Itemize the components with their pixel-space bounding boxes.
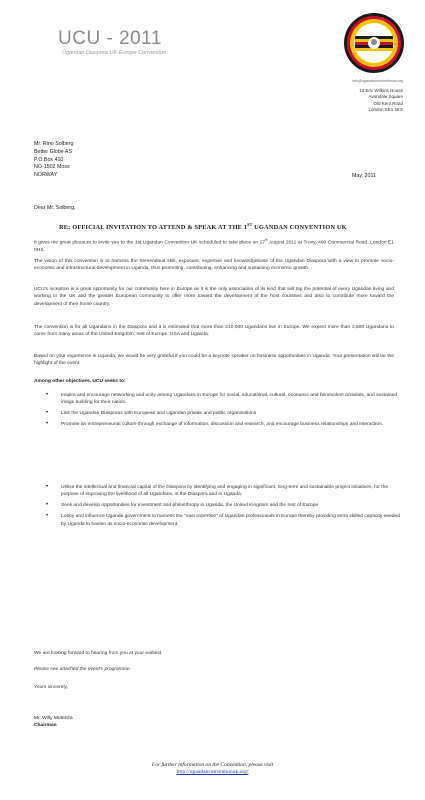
signatory-title: Chairman	[34, 723, 57, 728]
vision-paragraph: The vision of this convention is to harness the tremendous skill, exposure, expertise and knowledgebase of the Ugandan Diaspora with a view to promote socio-economic and infrastructural development in Uganda, thus promoting, contributing, enhancing and sustaining economic growth.	[34, 259, 394, 272]
bullet-icon: •	[46, 513, 49, 520]
list-item: • Promote an entrepreneurial culture through exchange of information, discussion and research; and encourage business relationships and interaction.	[46, 421, 384, 428]
signature-block	[34, 715, 73, 729]
signoff: Yours sincerely,	[34, 685, 68, 690]
list-item: • Lobby and influence Uganda government to harness the "vast expertise" of Ugandan professionals in Europe thereby providing extra skilled capacity needed by Uganda to hasten its socio-economic development.	[46, 513, 400, 527]
bullet-icon: •	[46, 421, 49, 428]
address-line: Old Kent Road	[373, 100, 403, 106]
footer-link[interactable]: http://ugandanconventionuk.org/	[176, 769, 249, 775]
sender-email: info@ugandanconventionuk.org	[352, 79, 403, 83]
inception-paragraph: UCU's inception is a great opportunity for our community here in Europe as it is the only association of its kind that will tap the potential of every Ugandan living and working in the UK and the greater European community to offer more toward the development of the host countries and also to contribute more toward the development of their home country.	[34, 287, 394, 307]
recipient-line: NORWAY	[34, 172, 58, 179]
list-item: • Utilise the intellectual and financial capital of the Diaspora by identifying and engaging in significant, long-term and sustainable project initiatives, for the purpose of improving the livelihood of all Ugandans, in the Diaspora and in Uganda.	[46, 484, 389, 498]
footer	[0, 762, 425, 776]
intro-paragraph: It gives me great pleasure to invite you to the 1st Ugandan Convention UK scheduled to take place on 27th August 2011 at Troxy, 490 Commercial Road, London E1 0HX.	[34, 238, 394, 254]
letterhead	[0, 0, 425, 110]
uganda-seal-icon	[343, 12, 405, 74]
signatory-name: Mr. Willy Mutenza	[34, 716, 73, 721]
recipient-line: NO-1502 Moss	[34, 164, 70, 171]
recipient-address	[34, 141, 73, 180]
bullet-icon: •	[46, 392, 49, 398]
letter-date: May, 2011	[352, 173, 376, 179]
salutation: Dear Mr. Solberg,	[34, 205, 76, 211]
attachment-note: Please see attached the event's programme.	[34, 667, 131, 672]
recipient-line: Mr. Rino Solberg	[34, 141, 74, 147]
objectives-list-2	[34, 484, 404, 532]
recipient-line: P.O.Box 410	[34, 156, 64, 163]
list-item: • Seek and develop opportunities for investment and philanthropy in Uganda, the United Kingdom and the rest of Europe	[46, 502, 319, 509]
audience-paragraph: The convention is for all Ugandans in the Diaspora and it is estimated that more than 210,000 Ugandans live in Europe. We expect more than 3,500 Ugandans to come from many areas of the United Kingdom, rest of Europe, USA and Uganda.	[34, 325, 394, 338]
sender-address	[352, 78, 403, 113]
bullet-icon: •	[46, 410, 49, 417]
footer-text: For further information on the Convention, please visit	[151, 762, 274, 768]
request-paragraph: Based on your experience in Uganda, we would be very grateful if you could be a keynote speaker on business opportunities in Uganda. Your presentation will be the highlight of the event.	[34, 354, 394, 367]
closing-line: We are looking forward to hearing from you at your earliest.	[34, 651, 163, 656]
list-item: • Inspire and encourage networking and unity among Ugandans in Europe for social, educational, cultural, economic and benevolent activities, and sustained image building for their nation.	[46, 392, 398, 406]
ucu-logo-text: UCU - 2011	[58, 28, 162, 49]
address-line: Avondale Square	[368, 94, 403, 100]
objectives-list-1	[34, 392, 404, 432]
address-line: 12 Eric Wilkins House	[359, 88, 403, 94]
list-item: • Link the Ugandan Diasporas with European and Ugandan private and public organisations	[46, 410, 257, 417]
objectives-heading: Among other objectives, UCU seeks to:	[34, 379, 126, 384]
bullet-icon: •	[46, 484, 49, 490]
address-line: London SE1 5ES	[368, 106, 403, 112]
subject-line: RE: OFFICIAL INVITATION TO ATTEND & SPEAK AT THE 1ST UGANDAN CONVENTION UK	[59, 222, 347, 232]
ucu-logo-subtitle: Ugandan Diaspora UK-Europe Convention	[62, 50, 166, 56]
recipient-line: Better Globe AS	[34, 148, 72, 155]
bullet-icon: •	[46, 502, 49, 509]
